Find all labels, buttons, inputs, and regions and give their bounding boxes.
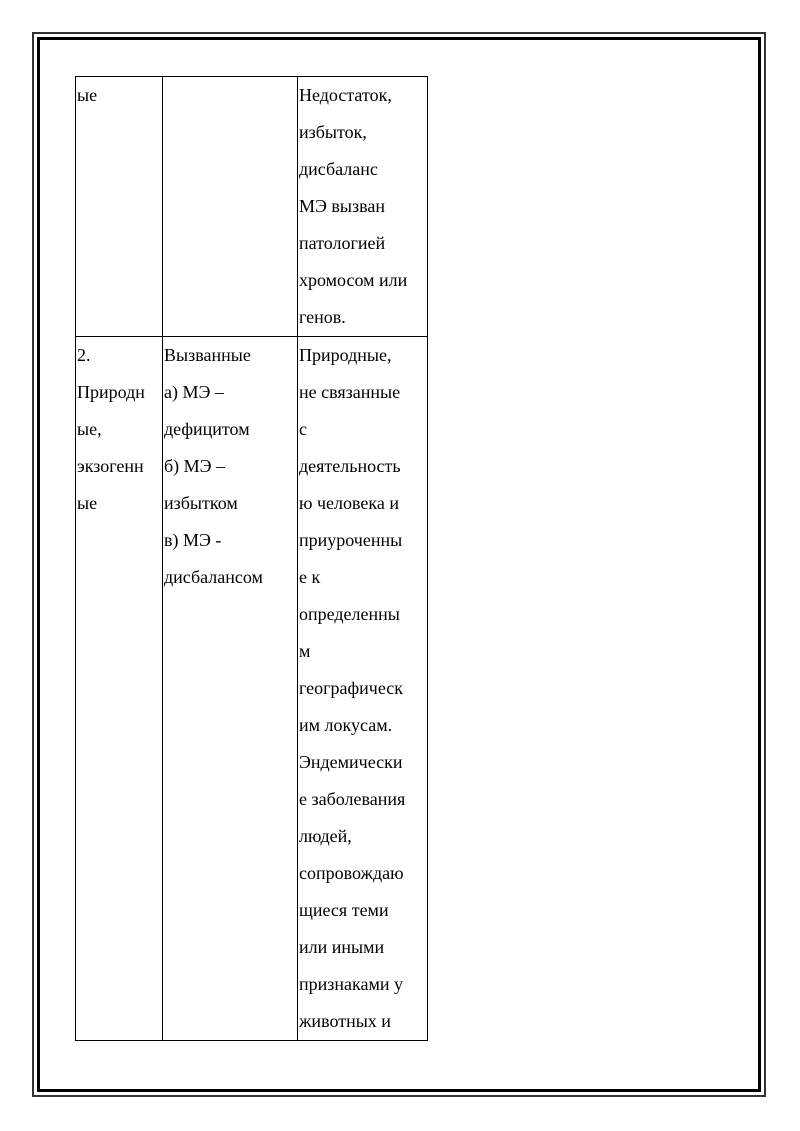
table-cell-category: ые [76,77,163,337]
table-cell-description: Природные, не связанные с деятельность ю человека и приуроченны е к определенны м географическ им локусам. Эндемически е заболевания людей, сопровождаю щиеся теми или иными признаками у животных и [298,337,428,1041]
table-cell-cause: Вызванные а) МЭ – дефицитом б) МЭ – избытком в) МЭ - дисбалансом [163,337,298,1041]
table-row [76,77,428,337]
table-cell-category: 2. Природн ые, экзогенн ые [76,337,163,1041]
classification-table [75,76,428,1041]
table-row [76,337,428,1041]
table-cell-cause [163,77,298,337]
table-cell-description: Недостаток, избыток, дисбаланс МЭ вызван патологией хромосом или генов. [298,77,428,337]
